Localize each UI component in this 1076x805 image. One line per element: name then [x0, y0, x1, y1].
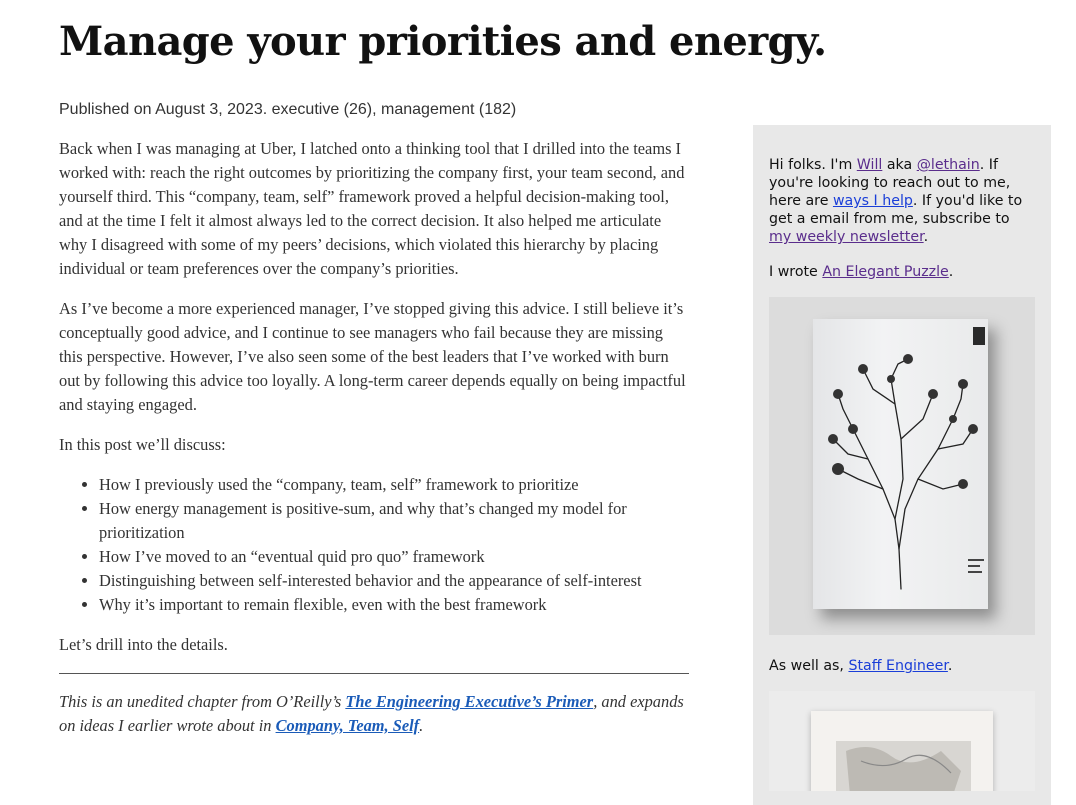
chapter-note: This is an unedited chapter from O’Reilly’s The Engineering Executive’s Primer, and expands on ideas I earlier wrote about in Company, Team, Self.	[59, 692, 684, 735]
divider	[59, 673, 689, 674]
staff-engineer-link[interactable]: Staff Engineer	[848, 658, 948, 674]
post-title: Manage your priorities and energy.	[59, 18, 827, 65]
topic-list	[59, 473, 689, 617]
book-cover-elegant-puzzle[interactable]	[769, 297, 1035, 635]
list-item: • Distinguishing between self-interested behavior and the appearance of self-interest	[99, 569, 689, 593]
sidebar-aswell: As well as, Staff Engineer.	[769, 658, 953, 674]
paragraph: As I’ve become a more experienced manager, I’ve stopped giving this advice. I still believe it’s conceptually good advice, and I continue to see managers who fail because they are missing this perspective. However, I’ve also seen some of the best leaders that I’ve worked with burn out by following this advice too loyally. A long-term career depends equally on being impactful and staying engaged.	[59, 299, 686, 414]
published-date: August 3, 2023.	[155, 101, 268, 118]
primer-link[interactable]: The Engineering Executive’s Primer	[345, 692, 594, 711]
list-item: • Why it’s important to remain flexible, even with the best framework	[99, 593, 689, 617]
company-team-self-link[interactable]: Company, Team, Self	[275, 716, 420, 735]
paragraph: Back when I was managing at Uber, I latched onto a thinking tool that I drilled into the teams I worked with: reach the right outcomes by prioritizing the company first, your team second, and yourself third. This “company, team, self” framework proved a helpful decision-making tool, and at the time I felt it almost always led to the correct decision. It also helped me articulate why I disagreed with some of my peers’ decisions, which violated this hierarchy by placing individual or team preferences over the company’s priorities.	[59, 139, 685, 278]
tree-illustration-icon	[813, 319, 988, 609]
book-cover-art-icon	[811, 711, 993, 791]
sidebar-greeting: Hi folks. I'm Will aka @lethain. If you're looking to reach out to me, here are ways I help. If you'd like to get a email from me, subscribe to my weekly newsletter.	[769, 157, 1023, 245]
published-label: Published on	[59, 101, 156, 118]
sidebar-wrote: I wrote An Elegant Puzzle.	[769, 264, 954, 280]
book-cover-staff-engineer[interactable]	[769, 691, 1035, 791]
tag-link-executive[interactable]: executive (26)	[271, 101, 373, 118]
post-meta: Published on August 3, 2023. executive (26), management (182)	[59, 101, 517, 118]
ways-i-help-link[interactable]: ways I help	[832, 193, 913, 209]
list-item: • How energy management is positive-sum, and why that’s changed my model for prioritization	[99, 497, 689, 545]
list-item: • How I previously used the “company, team, self” framework to prioritize	[99, 473, 689, 497]
tag-link-management[interactable]: management (182)	[381, 101, 517, 118]
paragraph: In this post we’ll discuss:	[59, 435, 226, 454]
list-item: • How I’ve moved to an “eventual quid pro quo” framework	[99, 545, 689, 569]
paragraph: Let’s drill into the details.	[59, 635, 228, 654]
newsletter-link[interactable]: my weekly newsletter	[769, 229, 924, 245]
article-body	[59, 137, 689, 754]
elegant-puzzle-link[interactable]: An Elegant Puzzle	[822, 264, 949, 280]
author-link[interactable]: Will	[856, 157, 883, 173]
sidebar	[753, 125, 1051, 805]
handle-link[interactable]: @lethain	[916, 157, 980, 173]
